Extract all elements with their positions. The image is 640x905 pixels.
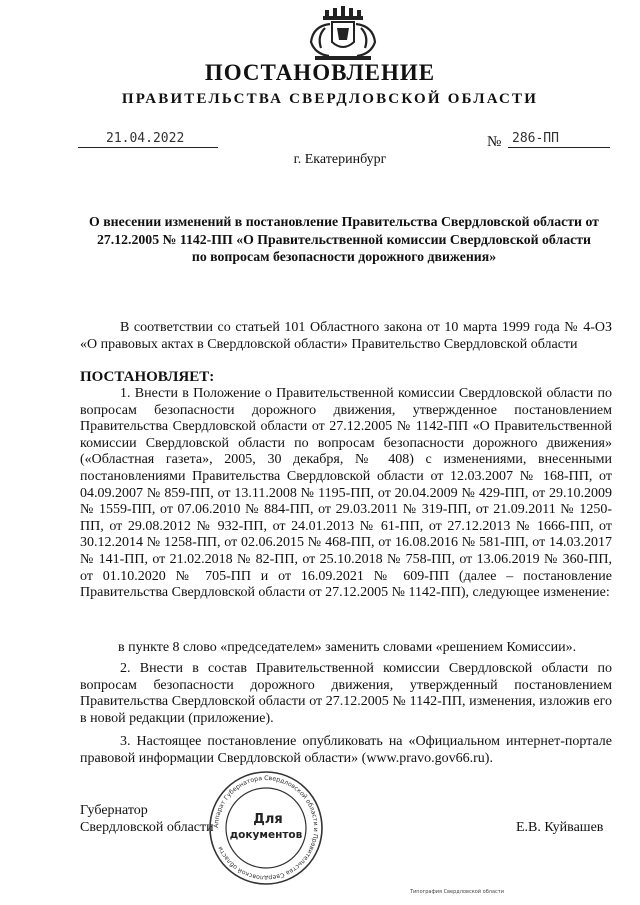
item-1-paragraph: 1. Внести в Положение о Правительственной комиссии Свердловской области по вопросам безопасности дорожного движения, утвержденное постановлением Правительства Свердловской области от 27.12.2005 № 1142-ПП «О Правительственной комиссии Свердловской области по вопросам безопасности дорожного движения» («Областная газета», 2005, 30 декабря, № 408) с изменениями, внесенными постановлениями Правительства Свердловской области от 12.03.2007 № 168-ПП, от 04.09.2007 № 859-ПП, от 13.11.2008 № 1195-ПП, от 20.04.2009 № 429-ПП, от 29.10.2009 № 1559-ПП, от 07.06.2010 № 884-ПП, от 29.03.2011 № 319-ПП, от 21.09.2011 № 1250-ПП, от 29.08.2012 № 932-ПП, от 24.01.2013 № 61-ПП, от 27.12.2013 № 1666-ПП, от 30.12.2014 № 1258-ПП, от 02.06.2015 № 468-ПП, от 16.08.2016 № 581-ПП, от 14.03.2017 № 141-ПП, от 21.02.2018 № 82-ПП, от 25.10.2018 № 758-ПП, от 13.06.2019 № 360-ПП, от 01.10.2020 № 705-ПП и от 16.09.2021 № 609-ПП (далее – постановление Правительства Свердловской области от 27.12.2005 № 1142-ПП), следующее изменение:	[80, 386, 612, 601]
document-heading: О внесении изменений в постановление Правительства Свердловской области от 27.12.2005 № 1142-ПП «О Правительственной комиссии Свердловской области по вопросам безопасности дорожного движения»	[89, 214, 599, 264]
item-2-paragraph: 2. Внести в состав Правительственной комиссии Свердловской области по вопросам безопасности дорожного движения, утвержденный постановлением Правительства Свердловской области от 27.12.2005 № 1142-ПП, изменения, изложив его в новой редакции (приложение).	[80, 661, 612, 726]
city-line: г. Екатеринбург	[293, 152, 387, 167]
item-1-change-paragraph: в пункте 8 слово «председателем» заменить словами «решением Комиссии».	[118, 640, 577, 655]
print-footer: Типография Свердловской области	[410, 889, 504, 895]
decree-word: ПОСТАНОВЛЯЕТ:	[80, 369, 215, 385]
signatory-position-line1: Губернатор	[80, 803, 148, 818]
stamp-center-line1: Для	[253, 812, 283, 827]
signatory-name: Е.В. Куйвашев	[516, 820, 604, 835]
coat-of-arms-emblem	[305, 6, 381, 62]
signatory-position-line2: Свердловской области	[80, 820, 214, 835]
official-stamp	[206, 768, 326, 888]
document-subtitle: ПРАВИТЕЛЬСТВА СВЕРДЛОВСКОЙ ОБЛАСТИ	[121, 91, 539, 107]
document-date: 21.04.2022	[78, 131, 218, 148]
document-number: 286-ПП	[508, 131, 610, 148]
stamp-ring-text: Аппарат Губернатора Свердловской области и Правительства Свердловской области	[212, 774, 320, 882]
number-sign: №	[487, 134, 502, 150]
svg-text:Аппарат Губернатора Свердловск	[213, 775, 319, 881]
document-title: ПОСТАНОВЛЕНИЕ	[204, 60, 436, 85]
intro-paragraph: В соответствии со статьей 101 Областного закона от 10 марта 1999 года № 4-ОЗ «О правовых актах в Свердловской области» Правительство Свердловской области	[80, 320, 612, 352]
stamp-center-line2: документов	[229, 829, 303, 841]
item-3-paragraph: 3. Настоящее постановление опубликовать на «Официальном интернет-портале правовой информации Свердловской области» (www.pravo.gov66.ru).	[80, 734, 612, 766]
